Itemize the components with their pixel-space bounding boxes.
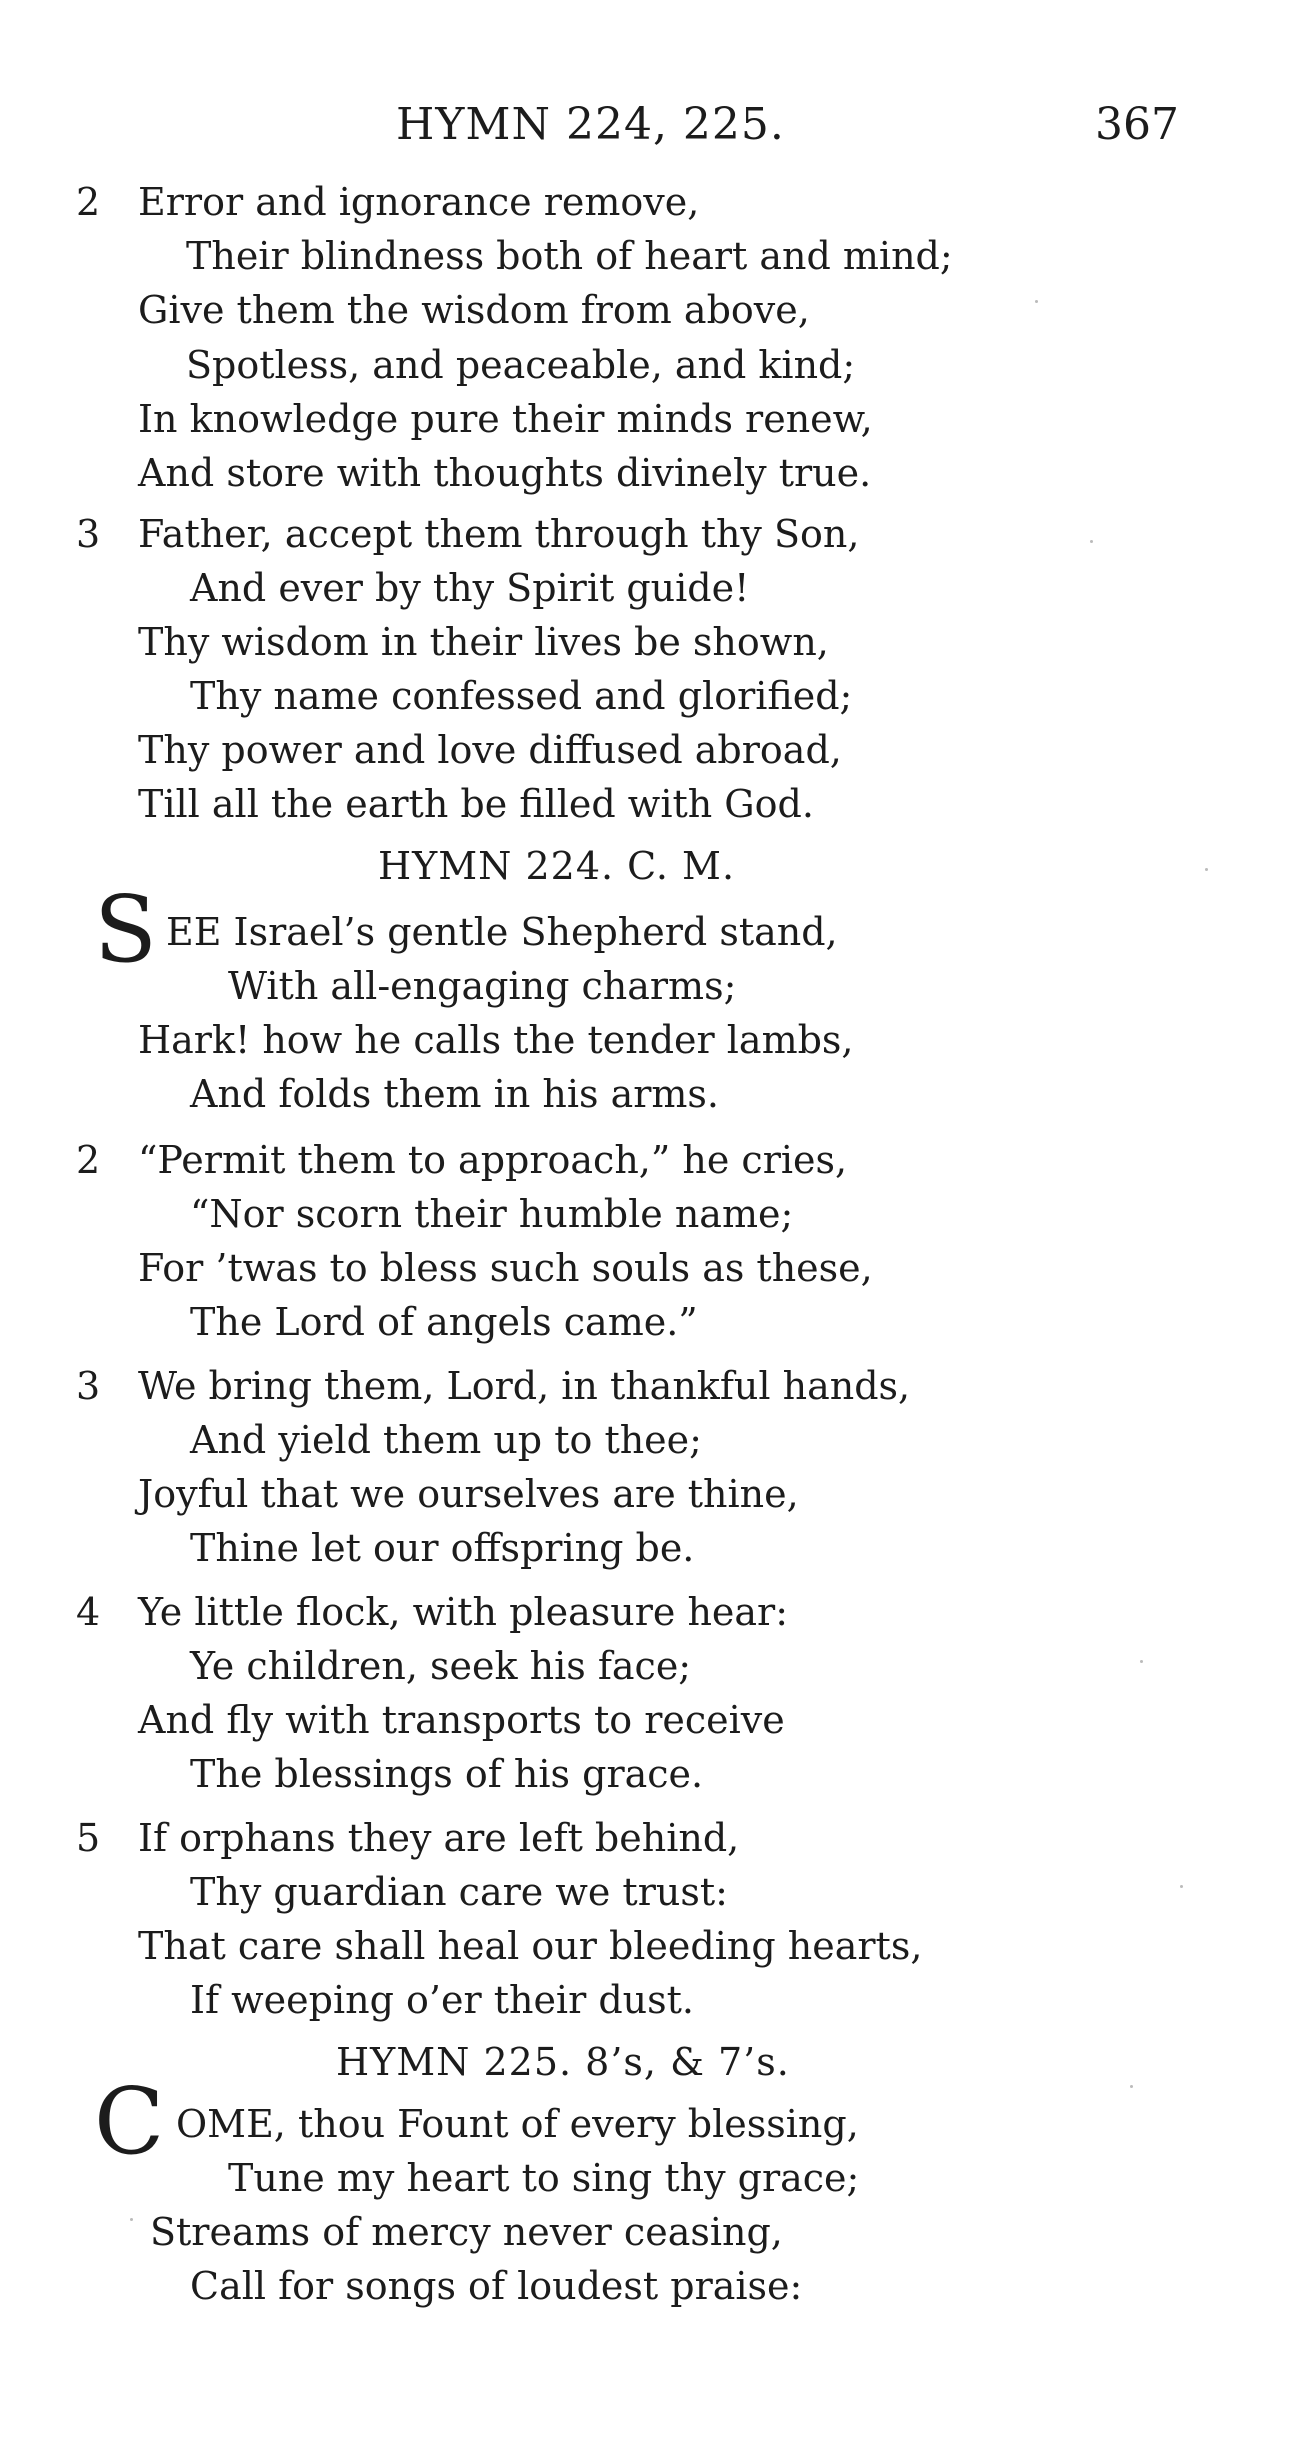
verse-line: And ever by thy Spirit guide! xyxy=(190,566,750,610)
verse-line: Tune my heart to sing thy grace; xyxy=(228,2156,860,2200)
verse-line: That care shall heal our bleeding hearts, xyxy=(138,1924,923,1968)
verse-line: With all-engaging charms; xyxy=(228,964,737,1008)
verse-number: 3 xyxy=(76,512,101,556)
verse-line: For ’twas to bless such souls as these, xyxy=(138,1246,873,1290)
scan-speck xyxy=(130,2218,133,2221)
verse-number: 2 xyxy=(76,180,101,224)
verse-line: Spotless, and peaceable, and kind; xyxy=(186,343,856,387)
verse-line: Thy guardian care we trust: xyxy=(190,1870,728,1914)
verse-line: Till all the earth be filled with God. xyxy=(138,782,814,826)
verse-line: OME, thou Fount of every blessing, xyxy=(176,2102,859,2146)
verse-line: The blessings of his grace. xyxy=(190,1752,704,1796)
verse-number: 4 xyxy=(76,1590,101,1634)
drop-cap: C xyxy=(94,2068,165,2175)
verse-number: 5 xyxy=(76,1816,101,1860)
scan-speck xyxy=(1180,1885,1183,1888)
scan-speck xyxy=(1205,868,1208,871)
verse-line: If orphans they are left behind, xyxy=(138,1816,740,1860)
scan-speck xyxy=(1140,1660,1143,1663)
scan-speck xyxy=(1130,2085,1133,2088)
verse-line: And yield them up to thee; xyxy=(190,1418,702,1462)
verse-line: Ye little flock, with pleasure hear: xyxy=(138,1590,789,1634)
verse-line: Call for songs of loudest praise: xyxy=(190,2264,803,2308)
verse-line: Thine let our offspring be. xyxy=(190,1526,695,1570)
verse-line: We bring them, Lord, in thankful hands, xyxy=(138,1364,911,1408)
page-number: 367 xyxy=(1095,99,1179,150)
verse-line: EE Israel’s gentle Shepherd stand, xyxy=(166,910,838,954)
verse-line: “Nor scorn their humble name; xyxy=(190,1192,794,1236)
verse-line: If weeping o’er their dust. xyxy=(190,1978,694,2022)
verse-line: Give them the wisdom from above, xyxy=(138,288,810,332)
verse-line: Hark! how he calls the tender lambs, xyxy=(138,1018,854,1062)
verse-number: 2 xyxy=(76,1138,101,1182)
scan-speck xyxy=(1090,540,1093,543)
verse-line: Father, accept them through thy Son, xyxy=(138,512,860,556)
verse-line: Thy name confessed and glorified; xyxy=(190,674,853,718)
scan-speck xyxy=(1035,300,1038,303)
verse-line: And store with thoughts divinely true. xyxy=(138,451,872,495)
verse-line: Thy wisdom in their lives be shown, xyxy=(138,620,829,664)
running-header-title: HYMN 224, 225. xyxy=(396,99,785,150)
verse-line: In knowledge pure their minds renew, xyxy=(138,397,873,441)
verse-line: Their blindness both of heart and mind; xyxy=(186,234,953,278)
verse-line: Ye children, seek his face; xyxy=(190,1644,692,1688)
verse-line: “Permit them to approach,” he cries, xyxy=(138,1138,848,1182)
verse-line: Thy power and love diffused abroad, xyxy=(138,728,842,772)
verse-line: And fly with transports to receive xyxy=(138,1698,785,1742)
verse-line: And folds them in his arms. xyxy=(190,1072,720,1116)
hymn-heading: HYMN 225. 8’s, & 7’s. xyxy=(336,2040,790,2084)
drop-cap: S xyxy=(94,876,158,983)
verse-line: Joyful that we ourselves are thine, xyxy=(138,1472,799,1516)
verse-line: Streams of mercy never ceasing, xyxy=(150,2210,783,2254)
verse-line: The Lord of angels came.” xyxy=(190,1300,698,1344)
hymn-heading: HYMN 224. C. M. xyxy=(378,844,736,888)
verse-line: Error and ignorance remove, xyxy=(138,180,700,224)
verse-number: 3 xyxy=(76,1364,101,1408)
